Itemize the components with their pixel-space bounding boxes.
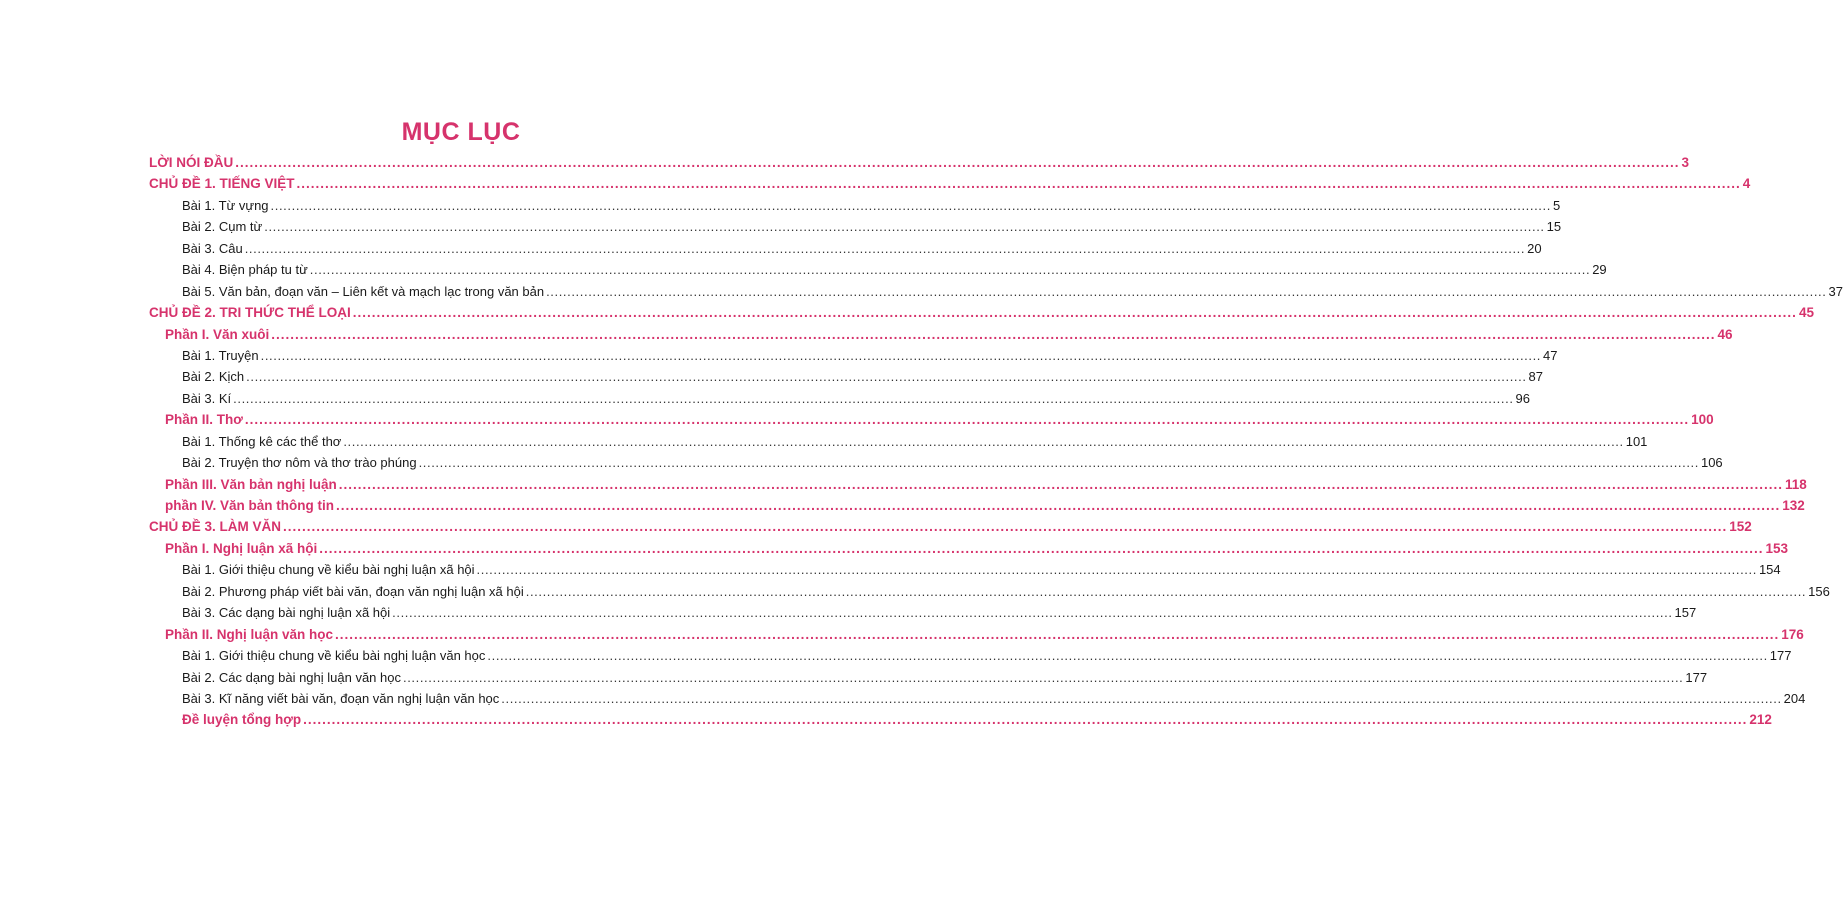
toc-entry-label: CHỦ ĐỀ 2. TRI THỨC THỂ LOẠI — [149, 305, 351, 321]
toc-list — [0, 155, 1843, 734]
dot-leader — [353, 305, 1797, 320]
toc-entry-page: 212 — [1749, 712, 1772, 728]
toc-entry — [0, 690, 1806, 712]
toc-entry-label: Bài 3. Kí — [182, 390, 232, 406]
dot-leader — [336, 498, 1780, 513]
toc-entry-label: Bài 1. Thống kê các thể thơ — [182, 433, 342, 449]
toc-entry-page: 204 — [1783, 690, 1806, 706]
toc-entry — [0, 197, 1561, 219]
toc-entry-page: 132 — [1782, 498, 1805, 513]
toc-entry-label: Phần I. Văn xuôi — [165, 326, 270, 342]
toc-entry-label: Bài 2. Các dạng bài nghị luận văn học — [182, 669, 401, 685]
toc-entry-page: 157 — [1674, 605, 1697, 621]
toc-entry-page: 177 — [1685, 669, 1708, 685]
toc-entry — [0, 669, 1708, 691]
toc-entry-label: Bài 1. Giới thiệu chung về kiểu bài nghị luận văn học — [182, 648, 486, 664]
dot-leader — [271, 327, 1715, 342]
dot-leader — [303, 712, 1747, 727]
dot-leader — [245, 241, 1525, 256]
dot-leader — [419, 455, 1699, 470]
toc-entry — [0, 155, 1690, 176]
toc-entry — [0, 712, 1772, 733]
toc-entry — [0, 476, 1807, 498]
toc-entry-page: 37 — [1828, 283, 1843, 299]
toc-entry-label: Bài 3. Kĩ năng viết bài văn, đoạn văn nghị luận văn học — [182, 690, 500, 706]
toc-entry-page: 96 — [1515, 390, 1530, 406]
toc-entry — [0, 326, 1733, 348]
toc-entry — [0, 498, 1805, 519]
toc-entry-page: 20 — [1527, 240, 1542, 256]
toc-entry-label: phần IV. Văn bản thông tin — [165, 498, 335, 513]
toc-entry — [0, 583, 1830, 605]
dot-leader — [297, 176, 1741, 191]
toc-entry — [0, 390, 1530, 412]
toc-entry-label: Phần II. Nghị luận văn học — [165, 626, 334, 642]
toc-entry-label: Bài 2. Kịch — [182, 369, 245, 385]
toc-entry-label: CHỦ ĐỀ 1. TIẾNG VIỆT — [149, 176, 295, 192]
toc-entry — [0, 305, 1814, 326]
toc-entry-page: 46 — [1717, 326, 1733, 342]
toc-entry-page: 4 — [1742, 176, 1751, 192]
toc-entry — [0, 519, 1752, 540]
toc-entry-label: LỜI NÓI ĐẦU — [149, 155, 234, 170]
toc-entry-label: Đề luyện tổng hợp — [182, 712, 302, 728]
toc-entry — [0, 369, 1544, 390]
dot-leader — [335, 627, 1779, 642]
dot-leader — [261, 348, 1541, 363]
toc-entry-page: 5 — [1552, 197, 1561, 213]
toc-entry — [0, 176, 1751, 197]
toc-entry — [0, 605, 1697, 626]
toc-entry-page: 176 — [1781, 626, 1804, 642]
toc-entry-label: CHỦ ĐỀ 3. LÀM VĂN — [149, 519, 282, 535]
toc-entry-label: Bài 1. Truyện — [182, 347, 259, 363]
dot-leader — [526, 584, 1806, 599]
toc-entry — [0, 540, 1789, 562]
toc-entry-label: Bài 2. Truyện thơ nôm và thơ trào phúng — [182, 455, 417, 471]
toc-entry-page: 29 — [1592, 262, 1607, 278]
toc-entry-label: Bài 3. Câu — [182, 240, 243, 256]
dot-leader — [245, 412, 1689, 427]
dot-leader — [271, 198, 1551, 213]
dot-leader — [235, 155, 1679, 170]
toc-entry-label: Bài 5. Văn bản, đoạn văn – Liên kết và mạch lạc trong văn bản — [182, 283, 545, 299]
page-title: MỤC LỤC — [401, 118, 521, 146]
toc-entry — [0, 433, 1648, 455]
toc-entry-label: Bài 2. Cụm từ — [182, 219, 263, 235]
toc-entry-page: 3 — [1681, 155, 1690, 170]
dot-leader — [343, 434, 1623, 449]
toc-entry — [0, 262, 1607, 283]
dot-leader — [283, 519, 1727, 534]
toc-entry — [0, 412, 1714, 433]
toc-entry-label: Phần I. Nghị luận xã hội — [165, 540, 318, 556]
dot-leader — [487, 648, 1767, 663]
toc-entry-page: 156 — [1808, 583, 1830, 599]
toc-entry-page: 100 — [1691, 412, 1714, 428]
dot-leader — [501, 691, 1781, 706]
dot-leader — [246, 369, 1526, 384]
toc-entry — [0, 455, 1723, 476]
toc-entry-label: Bài 3. Các dạng bài nghị luận xã hội — [182, 605, 391, 621]
toc-entry-label: Bài 1. Từ vựng — [182, 197, 269, 213]
toc-entry-page: 152 — [1729, 519, 1752, 535]
toc-entry — [0, 283, 1843, 305]
dot-leader — [477, 562, 1757, 577]
toc-entry-label: Bài 2. Phương pháp viết bài văn, đoạn văn nghị luận xã hội — [182, 583, 524, 599]
toc-entry-page: 101 — [1625, 433, 1648, 449]
dot-leader — [546, 284, 1826, 299]
toc-entry-page: 118 — [1785, 476, 1807, 492]
toc-entry — [0, 240, 1542, 262]
dot-leader — [233, 391, 1513, 406]
toc-entry-label: Bài 4. Biện pháp tu từ — [182, 262, 308, 278]
toc-entry — [0, 648, 1792, 669]
toc-entry — [0, 562, 1781, 583]
toc-entry-page: 87 — [1528, 369, 1544, 385]
toc-entry-page: 154 — [1758, 562, 1781, 578]
toc-entry — [0, 347, 1558, 369]
toc-entry-page: 106 — [1700, 455, 1723, 471]
dot-leader — [339, 477, 1783, 492]
dot-leader — [310, 262, 1590, 277]
toc-entry-page: 45 — [1798, 305, 1814, 321]
dot-leader — [403, 670, 1683, 685]
toc-entry — [0, 219, 1562, 240]
toc-entry-page: 15 — [1546, 219, 1562, 235]
toc-entry-label: Bài 1. Giới thiệu chung về kiểu bài nghị luận xã hội — [182, 562, 475, 578]
toc-entry-page: 47 — [1543, 347, 1558, 363]
toc-entry-page: 177 — [1769, 648, 1792, 664]
dot-leader — [264, 219, 1544, 234]
toc-entry-label: Phần II. Thơ — [165, 412, 243, 428]
dot-leader — [319, 541, 1763, 556]
toc-entry-page: 153 — [1765, 540, 1789, 556]
toc-entry-label: Phần III. Văn bản nghị luận — [165, 476, 337, 492]
dot-leader — [392, 605, 1672, 620]
toc-entry — [0, 626, 1804, 648]
